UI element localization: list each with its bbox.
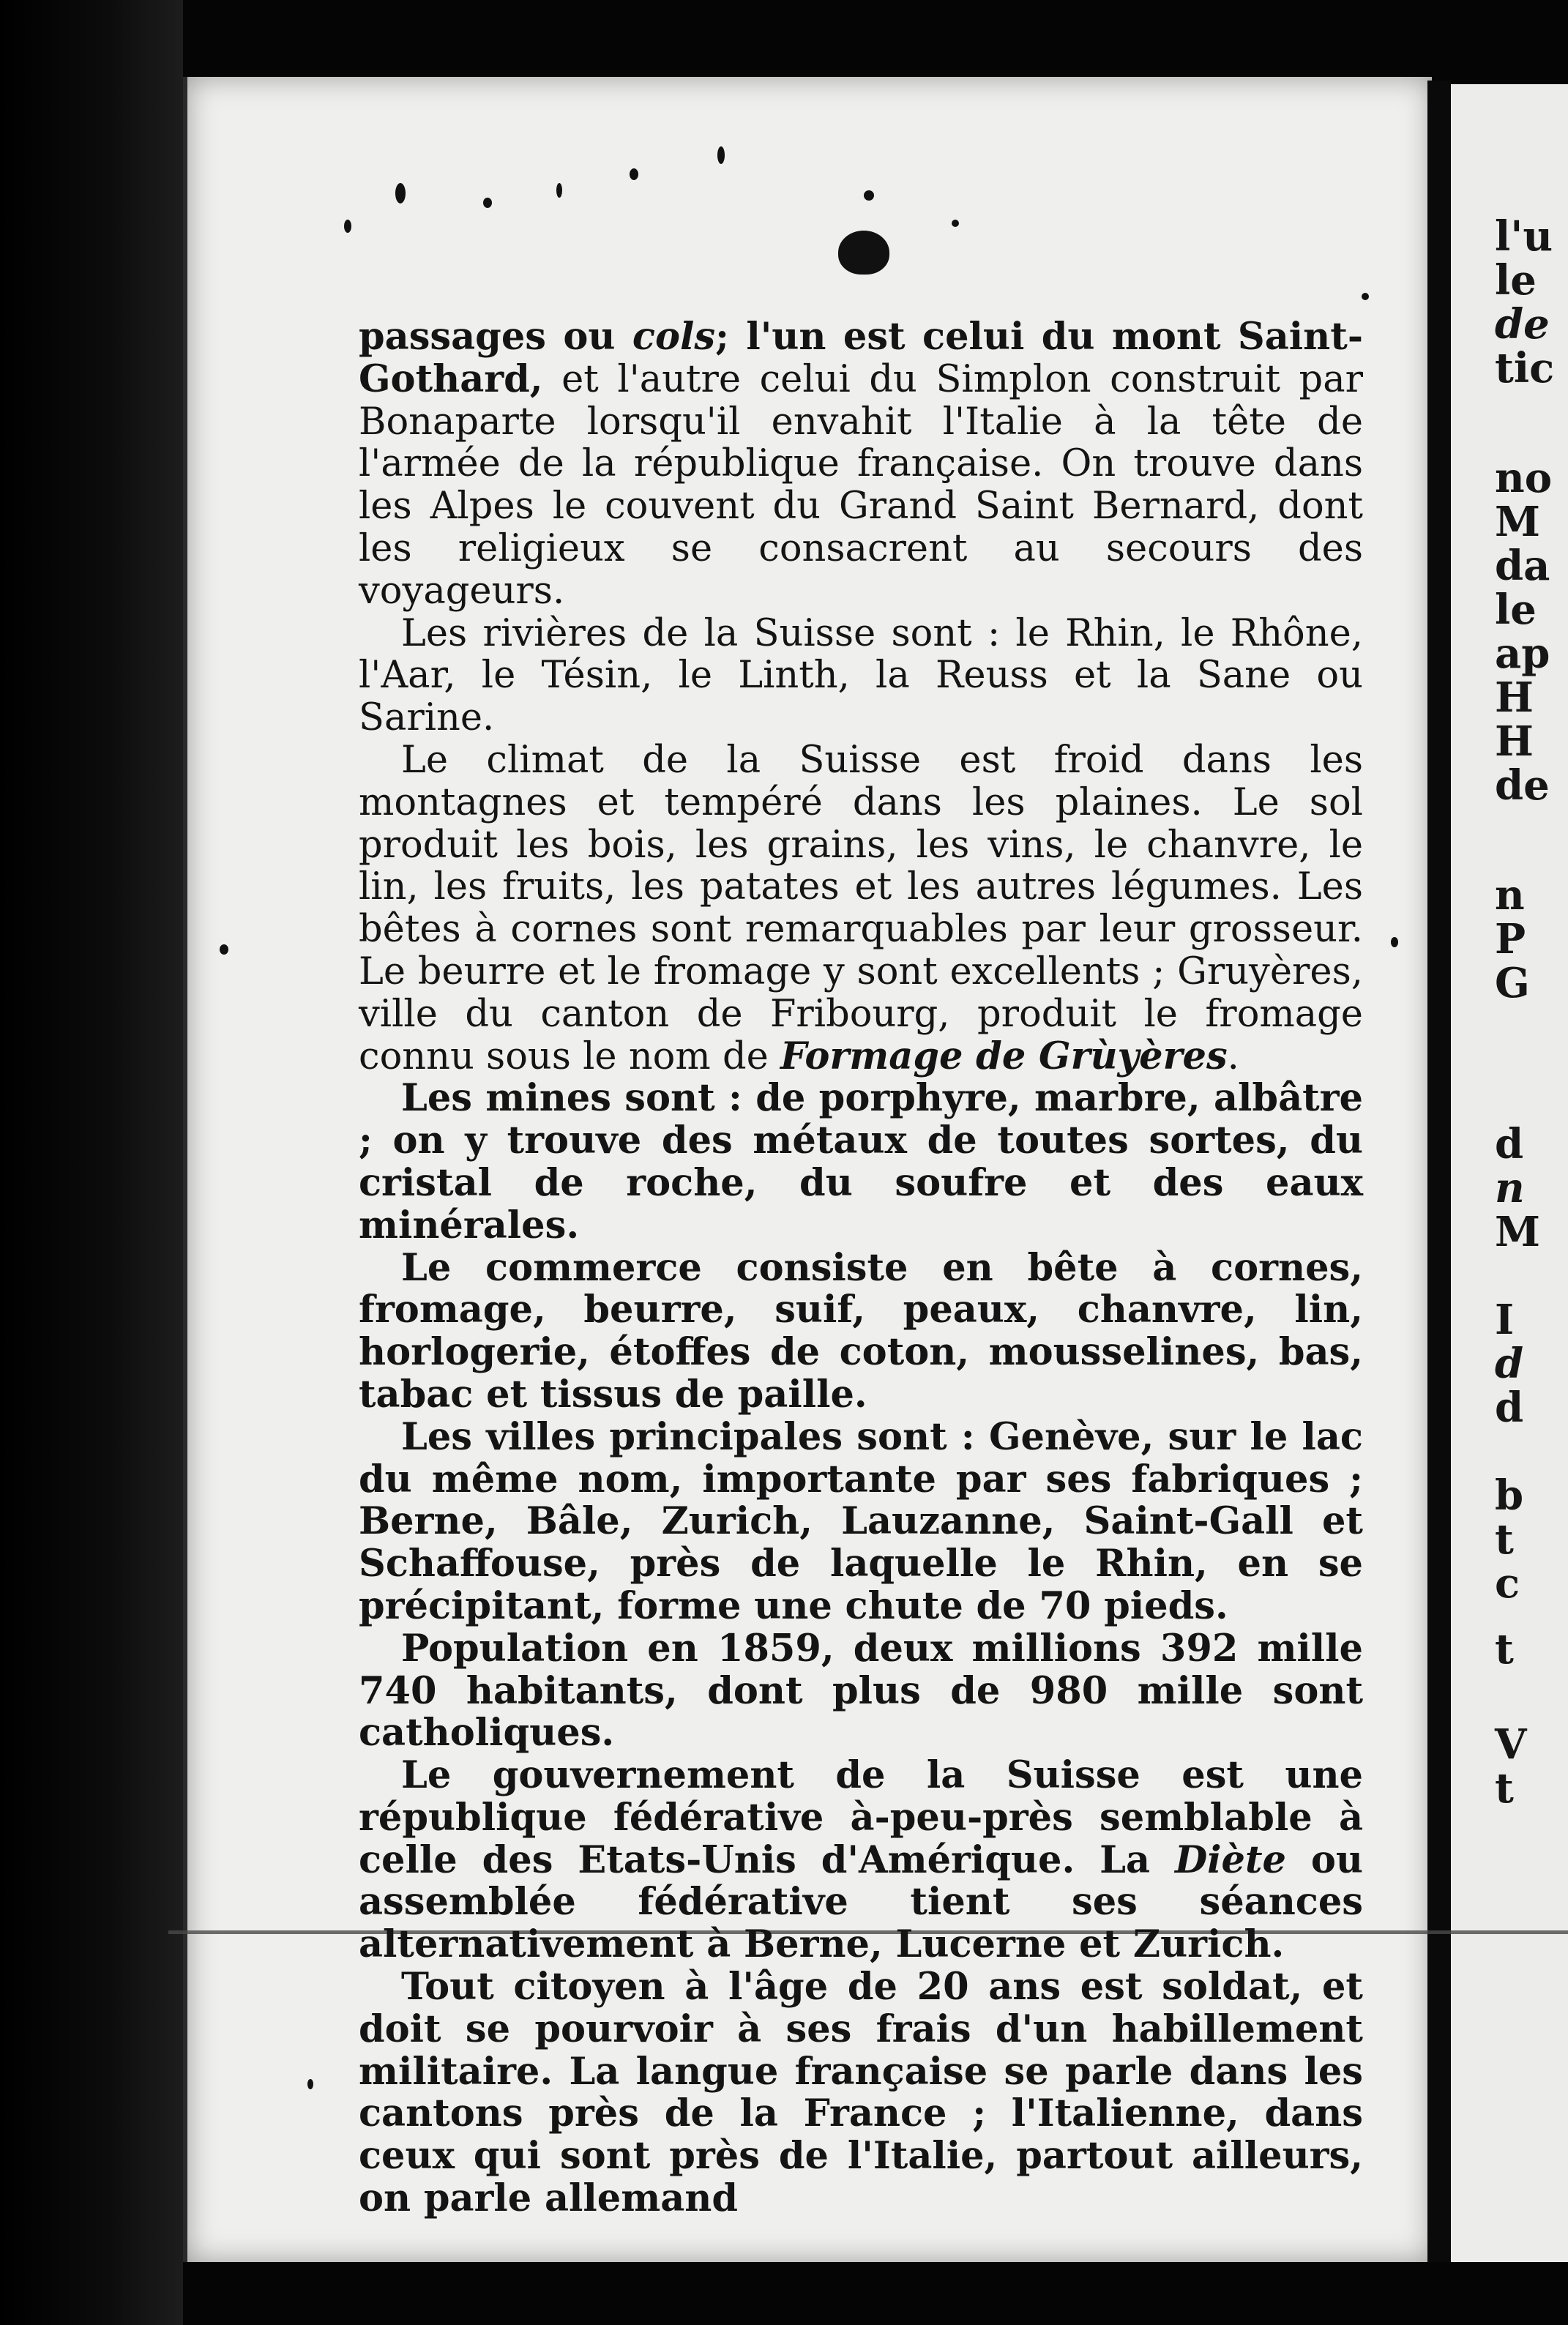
adjacent-page-fragment: no xyxy=(1495,454,1553,502)
scan-speck xyxy=(344,220,351,233)
adjacent-page-fragment: d xyxy=(1495,1384,1524,1432)
text-segment: ; l'un est celui du mont Saint-Gothard, xyxy=(359,315,1363,401)
text-segment: Le gouvernement de la Suisse est une république fédérative à-peu-près semblable à celle des Etats-Unis d'Amérique. La xyxy=(359,1753,1363,1882)
paragraph-1 xyxy=(359,316,1363,613)
ink-blot-ornament xyxy=(838,231,889,275)
adjacent-page-fragment: le xyxy=(1495,256,1537,305)
scan-speck xyxy=(220,944,228,955)
page-gutter xyxy=(1427,81,1451,2262)
adjacent-page-fragment: tic xyxy=(1495,344,1555,392)
scan-speck xyxy=(556,183,562,198)
adjacent-page-fragment: l'u xyxy=(1495,212,1553,261)
adjacent-page-fragment: M xyxy=(1495,1208,1540,1256)
adjacent-page-fragment: M xyxy=(1495,498,1540,546)
adjacent-page-fragment: ap xyxy=(1495,630,1550,678)
adjacent-page-fragment: da xyxy=(1495,542,1550,590)
scan-speck xyxy=(952,220,959,227)
text-segment: Le commerce consiste en bête à cornes, fromage, beurre, suif, peaux, chanvre, lin, horlogerie, étoffes de coton, mousselines, bas, tabac et tissus de paille. xyxy=(359,1245,1363,1417)
scan-speck xyxy=(1391,937,1398,947)
adjacent-page-fragment: de xyxy=(1495,300,1550,348)
scan-speck xyxy=(630,168,638,180)
adjacent-page-fragment: t xyxy=(1495,1515,1514,1564)
adjacent-page-fragment: n xyxy=(1495,1164,1525,1212)
paragraph-7 xyxy=(359,1628,1363,1755)
adjacent-page-fragment: G xyxy=(1495,959,1530,1007)
text-segment: . xyxy=(1227,1034,1239,1078)
text-segment: Formage de Grùyères xyxy=(780,1034,1228,1078)
scan-speck xyxy=(483,198,492,208)
text-segment: Population en 1859, deux millions 392 mille 740 habitants, dont plus de 980 mille sont catholiques. xyxy=(359,1626,1363,1755)
adjacent-page-fragment: t xyxy=(1495,1764,1514,1813)
paragraph-6 xyxy=(359,1414,1363,1628)
text-segment: et l'autre celui du Simplon construit par Bonaparte lorsqu'il envahit l'Italie à la tête de l'armée de la république française. On trouve dans les Alpes le couvent du Grand Saint Bernard, dont les religieux se consacrent au secours des voyageurs. xyxy=(359,357,1363,613)
text-segment: Diète xyxy=(1174,1837,1286,1882)
text-segment: Les mines sont : de porphyre, marbre, albâtre ; on y trouve des métaux de toutes sortes, du cristal de roche, du soufre et des eaux minérales. xyxy=(359,1076,1363,1247)
scan-speck xyxy=(1362,293,1369,300)
text-segment: cols xyxy=(632,315,716,359)
text-segment: Les villes principales sont : Genève, sur le lac du même nom, importante par ses fabriques ; Berne, Bâle, Zurich, Lauzanne, Saint-Gall et Schaffouse, près de laquelle le Rhin, en se précipitant, forme une chute de 70 pieds. xyxy=(359,1414,1363,1628)
adjacent-page-fragment: d xyxy=(1495,1120,1524,1168)
adjacent-page-edge xyxy=(1451,84,1568,2262)
paragraph-4 xyxy=(359,1078,1363,1247)
adjacent-page-fragment: n xyxy=(1495,871,1525,919)
adjacent-page-fragment: V xyxy=(1495,1720,1527,1769)
scan-speck xyxy=(717,146,725,164)
paragraph-5 xyxy=(359,1247,1363,1417)
adjacent-page-fragment: t xyxy=(1495,1625,1514,1673)
adjacent-page-fragment: H xyxy=(1495,673,1534,722)
adjacent-page-fragment: le xyxy=(1495,586,1537,634)
paragraph-8 xyxy=(359,1755,1363,1966)
adjacent-page-fragment: de xyxy=(1495,761,1550,810)
adjacent-page-fragment: c xyxy=(1495,1559,1520,1608)
paragraph-9 xyxy=(359,1966,1363,2220)
text-segment: passages ou xyxy=(359,315,632,359)
body-text xyxy=(359,316,1363,2220)
scan-left-border xyxy=(0,0,183,2325)
adjacent-page-fragment: I xyxy=(1495,1296,1515,1344)
text-segment: Les rivières de la Suisse sont : le Rhin, le Rhône, l'Aar, le Tésin, le Linth, la Reuss et la Sane ou Sarine. xyxy=(359,611,1363,740)
text-segment: ou assemblée fédérative tient ses séances alternativement à Berne, Lucerne et Zurich. xyxy=(359,1837,1363,1967)
adjacent-page-fragment: H xyxy=(1495,717,1534,766)
paragraph-3 xyxy=(359,739,1363,1078)
text-segment: Tout citoyen à l'âge de 20 ans est soldat, et doit se pourvoir à ses frais d'un habillement militaire. La langue française se parle dans les cantons près de la France ; l'Italienne, dans ceux qui sont près de l'Italie, partout ailleurs, on parle allemand xyxy=(359,1965,1363,2221)
adjacent-page-fragment: b xyxy=(1495,1471,1524,1520)
scan-speck xyxy=(864,190,874,201)
adjacent-page-fragment: d xyxy=(1495,1340,1524,1388)
text-segment: Le climat de la Suisse est froid dans les montagnes et tempéré dans les plaines. Le sol produit les bois, les grains, les vins, le chanvre, le lin, les fruits, les patates et les autres légumes. Les bêtes à cornes sont remarquables par leur grosseur. Le beurre et le fromage y sont excellents ; Gruyères, ville du canton de Fribourg, produit le fromage connu sous le nom de xyxy=(359,738,1363,1078)
adjacent-page-fragment: P xyxy=(1495,915,1526,963)
scan-speck xyxy=(395,183,406,204)
scan-speck xyxy=(307,2079,313,2089)
paragraph-2 xyxy=(359,613,1363,739)
